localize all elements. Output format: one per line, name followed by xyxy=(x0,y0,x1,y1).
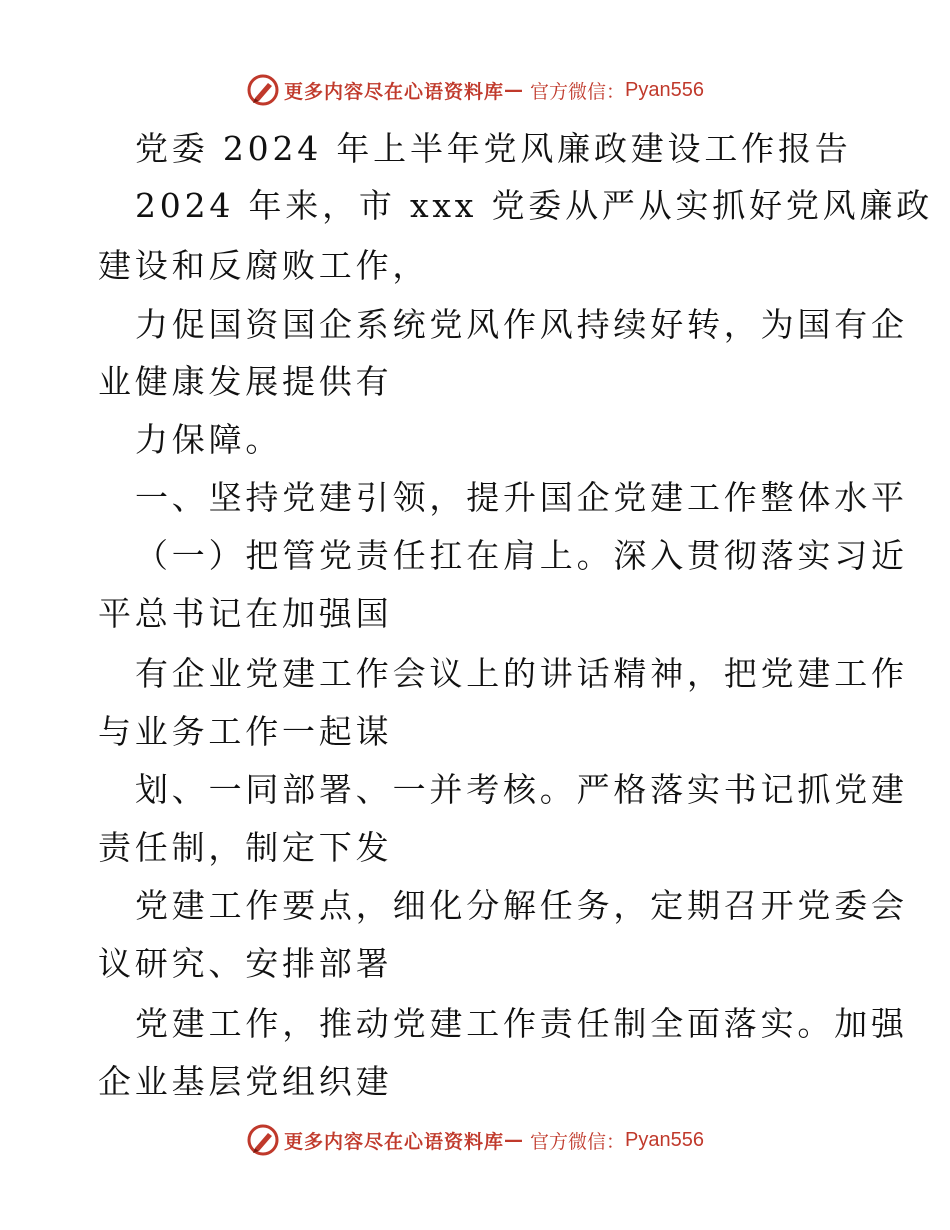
paragraph-line: 力促国资国企系统党风作风持续好转，为国有企 xyxy=(135,305,908,344)
watermark-wechat-id: Pyan556 xyxy=(625,1128,704,1151)
footer-watermark xyxy=(0,1120,950,1160)
paragraph-line: 与业务工作一起谋 xyxy=(98,712,393,751)
paragraph-line: 力保障。 xyxy=(135,420,283,459)
paragraph-line: 划、一同部署、一并考核。严格落实书记抓党建 xyxy=(135,770,908,809)
watermark-text: 更多内容尽在心语资料库 xyxy=(284,1130,505,1153)
watermark-dash: — xyxy=(504,1129,525,1151)
watermark-dash: — xyxy=(504,79,525,101)
watermark-wechat-label: 官方微信： xyxy=(530,80,626,103)
paragraph-line: 企业基层党组织建 xyxy=(98,1062,393,1101)
watermark-wechat-label: 官方微信： xyxy=(530,1130,626,1153)
paragraph-line: 建设和反腐败工作， xyxy=(98,246,430,285)
document-title: 党委 2024 年上半年党风廉政建设工作报告 xyxy=(135,129,852,168)
paragraph-line: （一）把管党责任扛在肩上。深入贯彻落实习近 xyxy=(135,536,908,575)
pen-logo-icon xyxy=(246,73,280,107)
section-heading: 一、坚持党建引领，提升国企党建工作整体水平 xyxy=(135,478,908,517)
paragraph-line: 有企业党建工作会议上的讲话精神，把党建工作 xyxy=(135,654,908,693)
paragraph-line: 党建工作，推动党建工作责任制全面落实。加强 xyxy=(135,1004,908,1043)
paragraph-line: 责任制，制定下发 xyxy=(98,828,393,867)
watermark-wechat-id: Pyan556 xyxy=(625,78,704,101)
paragraph-line: 平总书记在加强国 xyxy=(98,594,393,633)
paragraph-line: 2024 年来，市 xxx 党委从严从实抓好党风廉政 xyxy=(135,186,934,225)
pen-logo-icon xyxy=(246,1123,280,1157)
paragraph-line: 业健康发展提供有 xyxy=(98,362,393,401)
watermark-text: 更多内容尽在心语资料库 xyxy=(284,80,505,103)
header-watermark xyxy=(0,70,950,110)
paragraph-line: 党建工作要点，细化分解任务，定期召开党委会 xyxy=(135,886,908,925)
paragraph-line: 议研究、安排部署 xyxy=(98,944,393,983)
